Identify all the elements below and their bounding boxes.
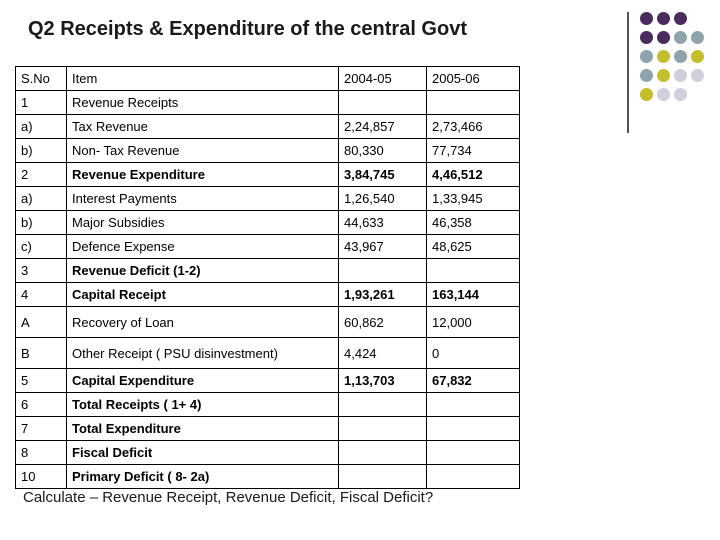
- table-row: [16, 91, 520, 115]
- cell-item: Defence Expense: [67, 235, 339, 259]
- cell-2005-06: 48,625: [427, 235, 520, 259]
- cell-2005-06: 163,144: [427, 283, 520, 307]
- cell-sno: 1: [16, 91, 67, 115]
- cell-sno: 10: [16, 465, 67, 489]
- table-header-row: [16, 67, 520, 91]
- cell-item: Major Subsidies: [67, 211, 339, 235]
- decorative-dot: [674, 88, 687, 101]
- table-row: [16, 369, 520, 393]
- cell-sno: B: [16, 338, 67, 369]
- cell-item: Capital Expenditure: [67, 369, 339, 393]
- cell-item: Tax Revenue: [67, 115, 339, 139]
- decorative-dot: [640, 50, 653, 63]
- cell-sno: a): [16, 115, 67, 139]
- decorative-dot: [674, 12, 687, 25]
- cell-2005-06: 4,46,512: [427, 163, 520, 187]
- decorative-dot: [674, 31, 687, 44]
- cell-sno: 6: [16, 393, 67, 417]
- table-row: [16, 393, 520, 417]
- cell-item: Other Receipt ( PSU disinvestment): [67, 338, 339, 369]
- cell-2004-05: 2,24,857: [339, 115, 427, 139]
- table-row: [16, 139, 520, 163]
- table-row: [16, 163, 520, 187]
- cell-2004-05: [339, 91, 427, 115]
- cell-item: Revenue Expenditure: [67, 163, 339, 187]
- cell-sno: 5: [16, 369, 67, 393]
- cell-sno: 7: [16, 417, 67, 441]
- decorative-dot: [657, 31, 670, 44]
- table-row: [16, 235, 520, 259]
- cell-2005-06: 1,33,945: [427, 187, 520, 211]
- table-row: [16, 259, 520, 283]
- cell-2005-06: 12,000: [427, 307, 520, 338]
- cell-sno: b): [16, 211, 67, 235]
- table-row: [16, 417, 520, 441]
- header-sno: S.No: [16, 67, 67, 91]
- decorative-dot: [640, 31, 653, 44]
- cell-2005-06: [427, 417, 520, 441]
- decorative-dot: [674, 69, 687, 82]
- table-row: [16, 187, 520, 211]
- decorative-dot: [657, 12, 670, 25]
- table-row: [16, 211, 520, 235]
- cell-item: Revenue Deficit (1-2): [67, 259, 339, 283]
- cell-2004-05: 1,26,540: [339, 187, 427, 211]
- cell-item: Interest Payments: [67, 187, 339, 211]
- cell-sno: b): [16, 139, 67, 163]
- cell-item: Non- Tax Revenue: [67, 139, 339, 163]
- cell-2004-05: [339, 417, 427, 441]
- decorative-dot: [657, 50, 670, 63]
- question-text: Calculate – Revenue Receipt, Revenue Deficit, Fiscal Deficit?: [23, 489, 434, 506]
- cell-2005-06: [427, 441, 520, 465]
- cell-2004-05: 3,84,745: [339, 163, 427, 187]
- cell-2004-05: 4,424: [339, 338, 427, 369]
- decorative-dot: [640, 12, 653, 25]
- cell-2004-05: [339, 465, 427, 489]
- table-row: [16, 441, 520, 465]
- cell-2005-06: [427, 393, 520, 417]
- cell-2005-06: 46,358: [427, 211, 520, 235]
- cell-2004-05: 1,13,703: [339, 369, 427, 393]
- decorative-dot: [657, 69, 670, 82]
- cell-2005-06: [427, 259, 520, 283]
- cell-2005-06: [427, 91, 520, 115]
- decorative-dot: [691, 69, 704, 82]
- table-row: [16, 338, 520, 369]
- cell-sno: 3: [16, 259, 67, 283]
- header-2005-06: 2005-06: [427, 67, 520, 91]
- cell-2004-05: [339, 441, 427, 465]
- cell-2005-06: 77,734: [427, 139, 520, 163]
- cell-2005-06: 0: [427, 338, 520, 369]
- cell-2004-05: [339, 259, 427, 283]
- cell-sno: A: [16, 307, 67, 338]
- cell-2004-05: 43,967: [339, 235, 427, 259]
- cell-2004-05: 44,633: [339, 211, 427, 235]
- decorative-dot: [657, 88, 670, 101]
- cell-sno: 4: [16, 283, 67, 307]
- cell-item: Recovery of Loan: [67, 307, 339, 338]
- table-row: [16, 307, 520, 338]
- decorative-dot: [674, 50, 687, 63]
- cell-2004-05: 80,330: [339, 139, 427, 163]
- slide-title: Q2 Receipts & Expenditure of the central Govt: [28, 18, 467, 40]
- cell-item: Total Receipts ( 1+ 4): [67, 393, 339, 417]
- decorative-dot-grid: [640, 12, 720, 122]
- cell-2005-06: 67,832: [427, 369, 520, 393]
- cell-2005-06: [427, 465, 520, 489]
- cell-sno: 8: [16, 441, 67, 465]
- decorative-dot: [691, 31, 704, 44]
- table-row: [16, 465, 520, 489]
- cell-item: Capital Receipt: [67, 283, 339, 307]
- decorative-dot: [640, 88, 653, 101]
- divider-line: [627, 12, 629, 133]
- cell-2005-06: 2,73,466: [427, 115, 520, 139]
- cell-sno: c): [16, 235, 67, 259]
- cell-2004-05: 60,862: [339, 307, 427, 338]
- cell-item: Fiscal Deficit: [67, 441, 339, 465]
- cell-sno: 2: [16, 163, 67, 187]
- table-row: [16, 115, 520, 139]
- cell-sno: a): [16, 187, 67, 211]
- cell-item: Revenue Receipts: [67, 91, 339, 115]
- cell-item: Total Expenditure: [67, 417, 339, 441]
- cell-item: Primary Deficit ( 8- 2a): [67, 465, 339, 489]
- header-2004-05: 2004-05: [339, 67, 427, 91]
- cell-2004-05: [339, 393, 427, 417]
- receipts-expenditure-table: [15, 66, 520, 489]
- cell-2004-05: 1,93,261: [339, 283, 427, 307]
- table-row: [16, 283, 520, 307]
- decorative-dot: [640, 69, 653, 82]
- decorative-dot: [691, 50, 704, 63]
- header-item: Item: [67, 67, 339, 91]
